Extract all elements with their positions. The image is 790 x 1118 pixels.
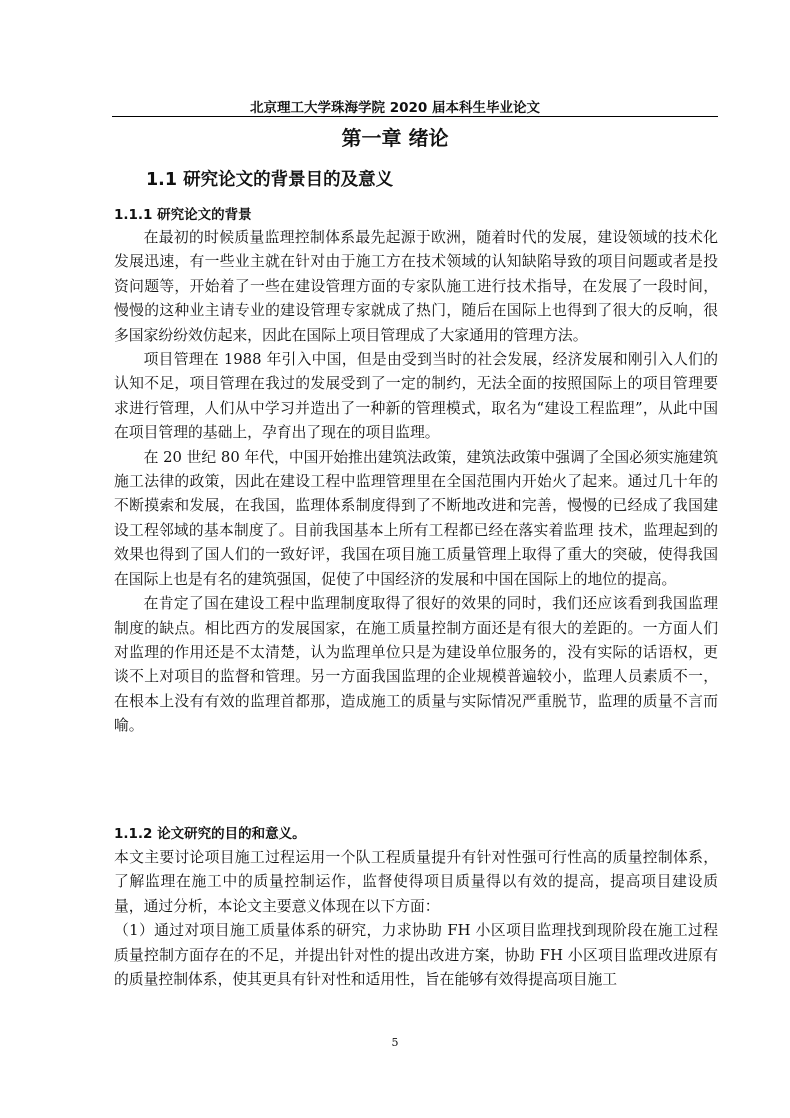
paragraph: 在肯定了国在建设工程中监理制度取得了很好的效果的同时，我们还应该看到我国监理制度的缺点。相比西方的发展国家，在施工质量控制方面还是有很大的差距的。一方面人们对监理的作用还是不太清楚，认为监理单位只是为建设单位服务的，没有实际的话语权，更谈不上对项目的监督和管理。另一方面我国监理的企业规模普遍较小，监理人员素质不一，在根本上没有有效的监理首都那，造成施工的质量与实际情况严重脱节，监理的质量不言而喻。 [114, 595, 718, 735]
running-header: 北京理工大学珠海学院 2020 届本科生毕业论文 [250, 100, 540, 116]
chapter-title: 第一章 绪论 [341, 126, 449, 150]
paragraph: 项目管理在 1988 年引入中国，但是由受到当时的社会发展，经济发展和刚引入人们的认知不足，项目管理在我过的发展受到了一定的制约，无法全面的按照国际上的项目管理要求进行管理，人们从中学习并造出了一种新的管理模式，取名为“建设工程监理”，从此中国在项目管理的基础上，孕育出了现在的项目监理。 [114, 351, 718, 442]
page-number: 5 [391, 1036, 399, 1049]
section-title: 1.1 研究论文的背景目的及意义 [146, 170, 394, 190]
subsection-title-background: 1.1.1 研究论文的背景 [114, 207, 252, 223]
list-item: （1）通过对项目施工质量体系的研究，力求协助 FH 小区项目监理找到现阶段在施工过程质量控制方面存在的不足，并提出针对性的提出改进方案，协助 FH 小区项目监理改进原有的质量控制体系，使其更具有针对性和适用性，旨在能够有效得提高项目施工 [114, 922, 718, 989]
paragraph: 本文主要讨论项目施工过程运用一个队工程质量提升有针对性强可行性高的质量控制体系，了解监理在施工中的质量控制运作，监督使得项目质量得以有效的提高，提高项目建设质量，通过分析，本论文主要意义体现在以下方面： [114, 849, 718, 915]
purpose-body [114, 846, 718, 992]
header-divider [112, 116, 718, 117]
background-body [114, 226, 718, 739]
paragraph: 在 20 世纪 80 年代，中国开始推出建筑法政策，建筑法政策中强调了全国必须实施建筑施工法律的政策，因此在建设工程中监理管理里在全国范围内开始火了起来。通过几十年的不断摸索和发展，在我国，监理体系制度得到了不断地改进和完善，慢慢的已经成了我国建设工程邻域的基本制度了。目前我国基本上所有工程都已经在落实着监理 技术，监理起到的效果也得到了国人们的一致好评，我国在项目施工质量管理上取得了重大的突破，使得我国在国际上也是有名的建筑强国，促使了中国经济的发展和中国在国际上的地位的提高。 [114, 448, 718, 588]
subsection-title-purpose: 1.1.2 论文研究的目的和意义。 [114, 826, 306, 842]
paragraph: 在最初的时候质量监理控制体系最先起源于欧洲，随着时代的发展，建设领域的技术化发展迅速，有一些业主就在针对由于施工方在技术领域的认知缺陷导致的项目问题或者是投资问题等，开始着了一些在建设管理方面的专家队施工进行技术指导，在发展了一段时间，慢慢的这种业主请专业的建设管理专家就成了热门，随后在国际上也得到了很大的反响，很多国家纷纷效仿起来，因此在国际上项目管理成了大家通用的管理方法。 [114, 229, 718, 344]
